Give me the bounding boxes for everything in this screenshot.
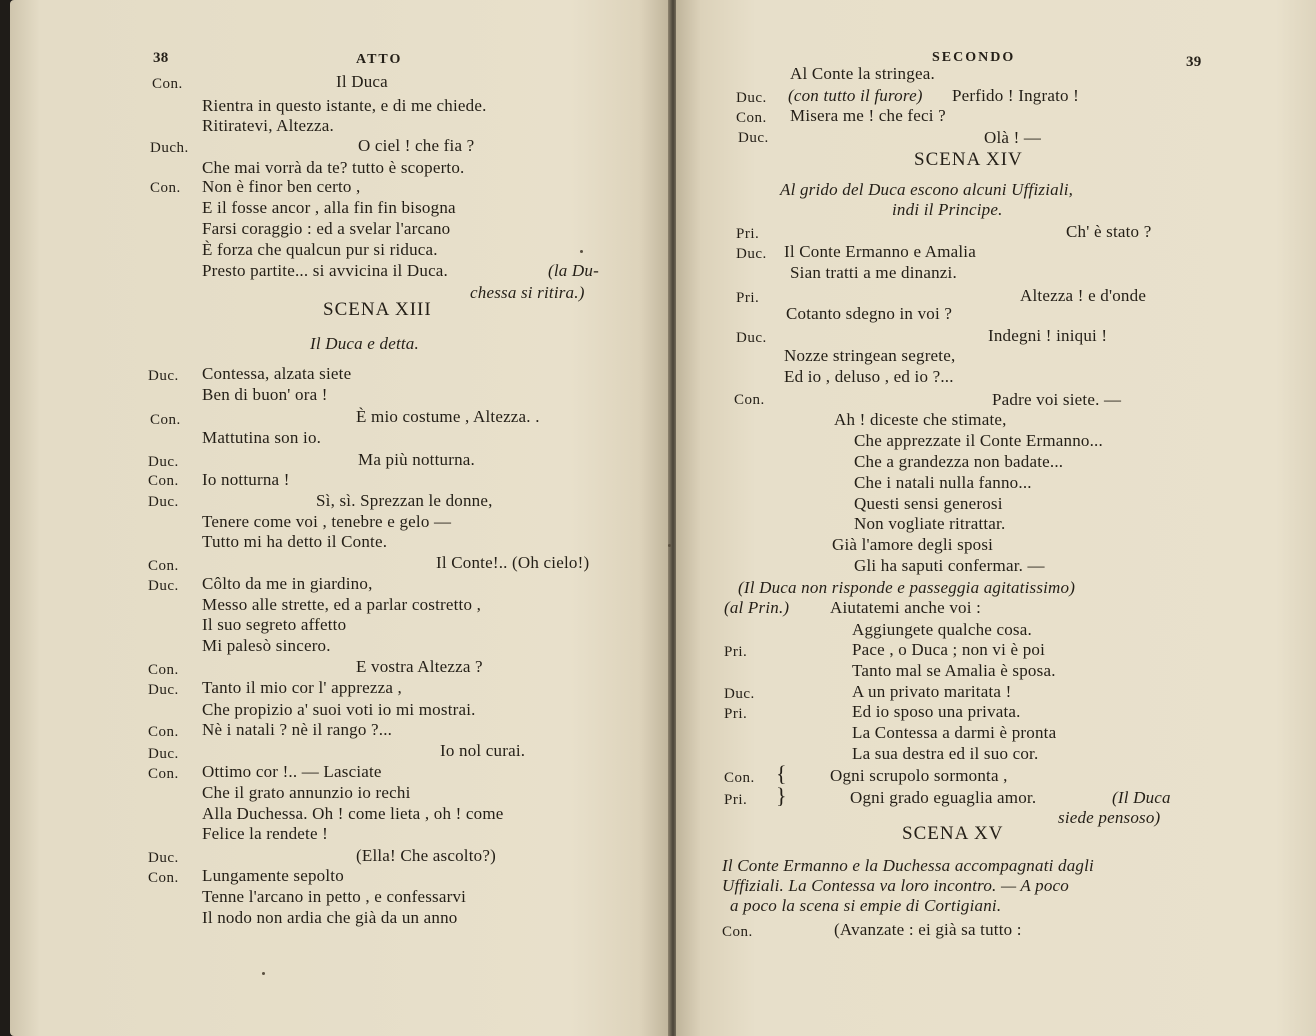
right-page-line: Perfido ! Ingrato !	[952, 86, 1080, 105]
left-page-line: Presto partite... si avvicina il Duca.	[202, 261, 449, 280]
left-page-line: (Ella! Che ascolto?)	[356, 846, 496, 865]
right-page-line: SCENA XIV	[914, 149, 1023, 170]
left-page-line: Con.	[148, 558, 179, 574]
left-page-line: SCENA XIII	[323, 299, 432, 320]
right-page-line: (Il Duca non risponde e passeggia agitatissimo)	[738, 578, 1076, 597]
left-page-line: Ritiratevi, Altezza.	[202, 116, 334, 135]
left-page-line: Mattutina son io.	[202, 428, 322, 447]
right-page-line: Con.	[734, 392, 765, 408]
right-page-line: Il Conte Ermanno e Amalia	[784, 242, 976, 261]
left-page-line: Duc.	[148, 850, 179, 866]
right-page-line: SCENA XV	[902, 823, 1004, 844]
left-page-line: Farsi coraggio : ed a svelar l'arcano	[202, 219, 451, 238]
left-page-line: Con.	[148, 473, 179, 489]
right-page-line: Con.	[722, 924, 753, 940]
left-page-line: Che il grato annunzio io rechi	[202, 783, 411, 802]
left-page-line: Tenne l'arcano in petto , e confessarvi	[202, 887, 467, 906]
right-page-line: Padre voi siete. —	[992, 390, 1122, 409]
right-page-line: Pace , o Duca ; non vi è poi	[852, 640, 1046, 659]
right-page-line: Pri.	[736, 290, 760, 306]
left-page-line: Tutto mi ha detto il Conte.	[202, 532, 388, 551]
right-page-line: Che i natali nulla fanno...	[854, 473, 1032, 492]
right-page-line: La Contessa a darmi è pronta	[852, 723, 1057, 742]
right-page-line: Altezza ! e d'onde	[1020, 286, 1147, 305]
right-page-line: Questi sensi generosi	[854, 494, 1003, 513]
left-page-line: Con.	[148, 766, 179, 782]
left-page-line: Io nol curai.	[440, 741, 526, 760]
ink-speck	[668, 544, 671, 547]
left-page-line: Mi palesò sincero.	[202, 636, 331, 655]
right-page-line: Misera me ! che feci ?	[790, 106, 946, 125]
right-page-line: a poco la scena si empie di Cortigiani.	[730, 896, 1002, 915]
right-page-line: Duc.	[724, 686, 755, 702]
left-page-line: È mio costume , Altezza. .	[356, 407, 540, 426]
right-page-line: A un privato maritata !	[852, 682, 1012, 701]
left-page-line: 38	[153, 50, 169, 66]
left-page-line: Lungamente sepolto	[202, 866, 344, 885]
right-page-line: La sua destra ed il suo cor.	[852, 744, 1039, 763]
left-page-line: Io notturna !	[202, 470, 290, 489]
right-page-line: Sian tratti a me dinanzi.	[790, 263, 957, 282]
right-page-line: Con.	[736, 110, 767, 126]
brace-glyph: {	[776, 761, 787, 786]
right-page-line: Ah ! diceste che stimate,	[834, 410, 1007, 429]
left-page-line: Il nodo non ardia che già da un anno	[202, 908, 458, 927]
right-page-line: Ogni scrupolo sormonta ,	[830, 766, 1008, 785]
left-page-line: Tanto il mio cor l' apprezza ,	[202, 678, 402, 697]
ink-speck	[580, 250, 583, 253]
left-page-line: Nè i natali ? nè il rango ?...	[202, 720, 393, 739]
right-page-line: Duc.	[736, 246, 767, 262]
right-page-line: Duc.	[736, 330, 767, 346]
right-page-line: Gli ha saputi confermar. —	[854, 556, 1045, 575]
left-page-line: Côlto da me in giardino,	[202, 574, 373, 593]
right-page-line: Duc.	[736, 90, 767, 106]
left-page-line: Messo alle strette, ed a parlar costretto ,	[202, 595, 482, 614]
left-page-line: (la Du-	[548, 261, 599, 280]
left-page-line: Con.	[148, 724, 179, 740]
right-page-line: Pri.	[724, 792, 748, 808]
left-page-line: E vostra Altezza ?	[356, 657, 483, 676]
right-page-line: Ogni grado eguaglia amor.	[850, 788, 1037, 807]
right-page-line: Il Conte Ermanno e la Duchessa accompagnati dagli	[722, 856, 1094, 875]
left-page-line: Duc.	[148, 578, 179, 594]
left-page-line: Ben di buon' ora !	[202, 385, 328, 404]
right-page-line: Aggiungete qualche cosa.	[852, 620, 1032, 639]
left-page-line: E il fosse ancor , alla fin fin bisogna	[202, 198, 456, 217]
left-page-line: Tenere come voi , tenebre e gelo —	[202, 512, 452, 531]
right-page-line: Olà ! —	[984, 128, 1042, 147]
left-page-line: Duch.	[150, 140, 189, 156]
right-page-line: (Avanzate : ei già sa tutto :	[834, 920, 1022, 939]
right-page-line: siede pensoso)	[1058, 808, 1161, 827]
right-page-line: Non vogliate ritrattar.	[854, 514, 1006, 533]
left-page-line: Duc.	[148, 454, 179, 470]
right-page-line: Al Conte la stringea.	[790, 64, 935, 83]
left-page-line: È forza che qualcun pur si riduca.	[202, 240, 438, 259]
brace-glyph: }	[776, 783, 787, 808]
ink-speck	[262, 972, 265, 975]
right-page-line: Che apprezzate il Conte Ermanno...	[854, 431, 1103, 450]
left-page-line: ATTO	[356, 52, 403, 67]
left-page-line: Il Duca e detta.	[310, 334, 419, 353]
left-page-line: Con.	[152, 76, 183, 92]
right-page-line: Pri.	[724, 706, 748, 722]
right-page-line: Ed io , deluso , ed io ?...	[784, 367, 954, 386]
right-page-line: (al Prin.)	[724, 598, 790, 617]
right-page-line: Nozze stringean segrete,	[784, 346, 956, 365]
left-page-line: chessa si ritira.)	[470, 283, 585, 302]
left-page-line: Alla Duchessa. Oh ! come lieta , oh ! come	[202, 804, 504, 823]
right-page-line: Al grido del Duca escono alcuni Uffiziali,	[780, 180, 1074, 199]
left-page-line: Duc.	[148, 368, 179, 384]
right-page-line: Ch' è stato ?	[1066, 222, 1152, 241]
right-page-line: Uffiziali. La Contessa va loro incontro. — A poco	[722, 876, 1069, 895]
right-page-line: Con.	[724, 770, 755, 786]
right-page-line: (Il Duca	[1112, 788, 1171, 807]
left-page-line: Con.	[148, 662, 179, 678]
right-page-line: 39	[1186, 54, 1202, 70]
left-page-line: Il Duca	[336, 72, 388, 91]
right-page-line: Indegni ! iniqui !	[988, 326, 1108, 345]
left-page-line: Che propizio a' suoi voti io mi mostrai.	[202, 700, 476, 719]
left-page-line: Con.	[148, 870, 179, 886]
left-page-line: Duc.	[148, 746, 179, 762]
right-page-line: Pri.	[724, 644, 748, 660]
left-page-line: Il Conte!.. (Oh cielo!)	[436, 553, 590, 572]
left-page-line: Ottimo cor !.. — Lasciate	[202, 762, 382, 781]
left-page-line: O ciel ! che fia ?	[358, 136, 475, 155]
left-page-line: Sì, sì. Sprezzan le donne,	[316, 491, 493, 510]
right-page-line: Duc.	[738, 130, 769, 146]
right-page-line: Cotanto sdegno in voi ?	[786, 304, 953, 323]
left-page-line: Che mai vorrà da te? tutto è scoperto.	[202, 158, 465, 177]
left-page-line: Il suo segreto affetto	[202, 615, 347, 634]
left-page-line: Felice la rendete !	[202, 824, 329, 843]
right-page-line: Ed io sposo una privata.	[852, 702, 1021, 721]
left-page-line: Ma più notturna.	[358, 450, 475, 469]
right-page-line: Pri.	[736, 226, 760, 242]
right-page-line: SECONDO	[932, 50, 1016, 65]
left-page-line: Rientra in questo istante, e di me chiede.	[202, 96, 487, 115]
right-page-line: Tanto mal se Amalia è sposa.	[852, 661, 1056, 680]
left-page-line: Con.	[150, 180, 181, 196]
right-page-line: indi il Principe.	[892, 200, 1003, 219]
left-page-line: Duc.	[148, 494, 179, 510]
left-page-line: Con.	[150, 412, 181, 428]
left-page-line: Non è finor ben certo ,	[202, 177, 361, 196]
left-page-line: Contessa, alzata siete	[202, 364, 352, 383]
left-page-line: Duc.	[148, 682, 179, 698]
right-page-line: Aiutatemi anche voi :	[830, 598, 982, 617]
right-page-line: Già l'amore degli sposi	[832, 535, 994, 554]
right-page-line: (con tutto il furore)	[788, 86, 923, 105]
right-page-line: Che a grandezza non badate...	[854, 452, 1064, 471]
